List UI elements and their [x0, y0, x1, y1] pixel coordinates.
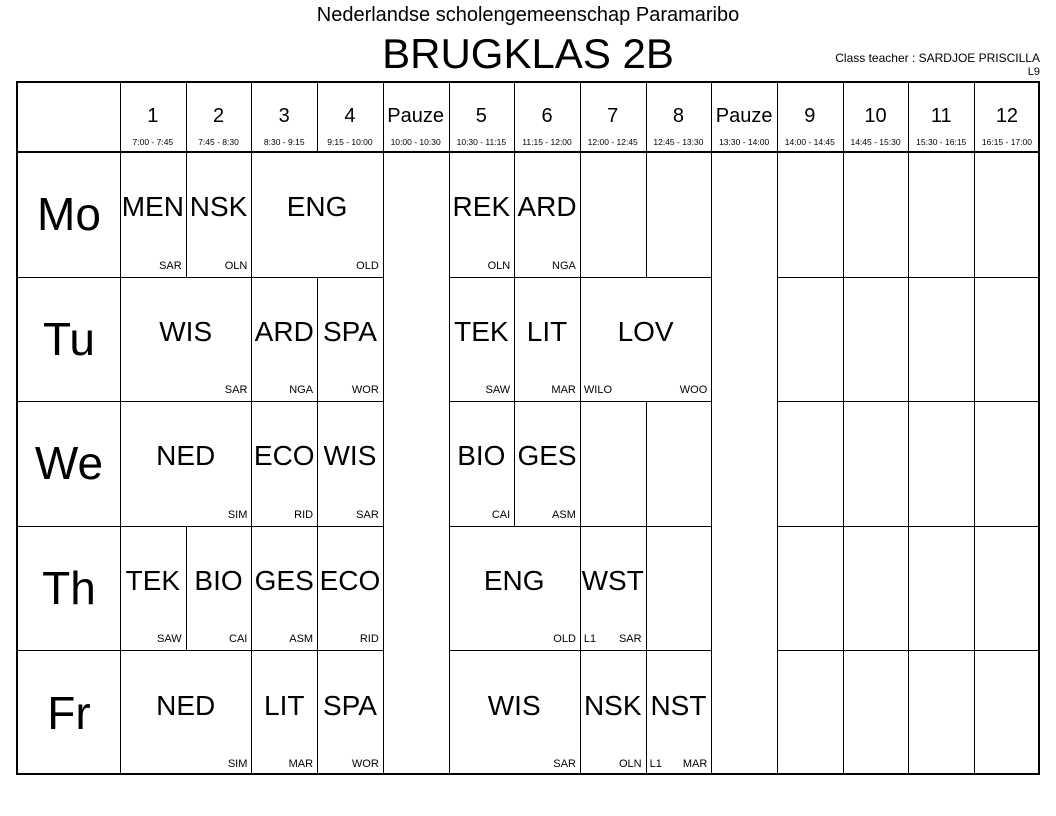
lesson-cell[interactable] — [580, 526, 646, 651]
lesson-teacher: RID — [359, 633, 379, 646]
grid-line — [646, 526, 647, 651]
lesson-cell[interactable] — [317, 526, 383, 651]
grid-line — [251, 650, 252, 775]
grid-line — [317, 277, 318, 402]
lesson-subject — [251, 152, 382, 263]
grid-line — [777, 277, 778, 402]
period-time: 11:15 - 12:00 — [522, 137, 572, 147]
day-label: Mo — [37, 188, 101, 241]
lesson-cell[interactable] — [251, 277, 317, 402]
lesson-cell[interactable] — [186, 526, 252, 651]
subject-line: K — [491, 191, 511, 223]
subject-line: BIO — [194, 565, 243, 597]
grid-line — [908, 152, 909, 277]
lesson-room: WILO — [583, 384, 613, 397]
lesson-room: L1 — [583, 633, 597, 646]
period-time: 12:45 - 13:30 — [653, 137, 704, 147]
subject-line: WIS — [159, 315, 213, 347]
subject-line: GE — [254, 565, 296, 597]
lesson-cell[interactable] — [580, 277, 711, 402]
period-number: 2 — [212, 105, 225, 127]
subject-line: RE — [452, 191, 492, 223]
grid-line — [383, 650, 384, 775]
subject-line: LIT — [526, 315, 568, 347]
lesson-subject — [514, 401, 580, 512]
lesson-subject — [120, 526, 186, 637]
grid-line — [777, 650, 1038, 651]
grid-line — [18, 277, 383, 278]
lesson-cell[interactable] — [251, 401, 317, 526]
subject-line: S — [557, 440, 577, 472]
subject-line: SPA — [322, 689, 377, 721]
period-number: 3 — [278, 105, 290, 127]
grid-line — [711, 83, 712, 152]
grid-line — [646, 83, 647, 152]
period-time: 12:00 - 12:45 — [587, 137, 638, 147]
period-header — [251, 83, 317, 152]
grid-line — [777, 526, 1038, 527]
subject-line: ME — [121, 191, 164, 223]
grid-line — [449, 277, 450, 402]
subject-line: D — [293, 315, 314, 347]
lesson-cell[interactable] — [514, 277, 580, 402]
lesson-teacher: SAW — [157, 633, 182, 646]
grid-line — [580, 83, 581, 152]
lesson-teacher: SAR — [553, 757, 576, 770]
grid-line — [908, 526, 909, 651]
lesson-teacher: SAW — [485, 384, 511, 397]
grid-line — [843, 277, 844, 402]
subject-line: K — [622, 689, 642, 721]
lesson-cell[interactable] — [251, 526, 317, 651]
grid-line — [449, 650, 450, 775]
lesson-cell[interactable] — [251, 650, 317, 775]
grid-line — [777, 83, 778, 152]
lesson-teacher: OLD — [356, 259, 379, 272]
lesson-subject — [120, 277, 251, 388]
grid-line — [908, 650, 909, 775]
grid-line — [843, 401, 844, 526]
lesson-teacher: MAR — [288, 757, 314, 770]
grid-line — [186, 526, 187, 651]
subject-line: AR — [254, 315, 294, 347]
grid-line — [449, 650, 712, 651]
grid-line — [449, 526, 712, 527]
school-name: Nederlandse scholengemeenschap Paramaribo — [316, 4, 740, 26]
grid-line — [514, 277, 515, 402]
grid-line — [18, 151, 1038, 153]
lesson-cell[interactable] — [449, 277, 515, 402]
lesson-teacher: OLN — [487, 259, 511, 272]
lesson-teacher: MAR — [682, 757, 708, 770]
period-header — [646, 83, 712, 152]
period-time: 10:00 - 10:30 — [390, 137, 441, 147]
period-number: Pauze — [715, 105, 773, 127]
grid-line — [974, 277, 975, 402]
lesson-teacher: NGA — [552, 259, 576, 272]
lesson-cell[interactable] — [580, 650, 646, 775]
grid-line — [580, 650, 581, 775]
lesson-cell[interactable] — [120, 650, 251, 775]
grid-line — [843, 152, 844, 277]
lesson-subject — [317, 401, 383, 512]
subject-line: WIS — [323, 440, 377, 472]
period-number: Pauze — [387, 105, 444, 127]
subject-line: K — [228, 191, 248, 223]
subject-line: AR — [517, 191, 557, 223]
subject-line: ENG — [286, 191, 348, 223]
lesson-teacher: WOR — [351, 384, 379, 397]
period-number: 9 — [804, 105, 816, 127]
lesson-subject — [449, 401, 515, 512]
grid-line — [711, 650, 712, 775]
grid-line — [908, 83, 909, 152]
grid-line — [449, 401, 450, 526]
subject-line: SPA — [322, 315, 377, 347]
day-label: Fr — [47, 686, 91, 739]
lesson-subject — [449, 650, 580, 761]
grid-line — [18, 650, 383, 651]
subject-line: EC — [319, 565, 359, 597]
period-number: 12 — [995, 105, 1019, 127]
grid-line — [383, 401, 384, 526]
lesson-teacher: WOR — [351, 757, 379, 770]
lesson-cell[interactable] — [449, 401, 515, 526]
grid-line — [251, 277, 252, 402]
grid-line — [18, 401, 383, 402]
lesson-cell[interactable] — [317, 277, 383, 402]
period-time: 7:00 - 7:45 — [132, 137, 174, 147]
grid-line — [974, 401, 975, 526]
period-header — [317, 83, 383, 152]
grid-line — [777, 526, 778, 651]
grid-line — [646, 152, 647, 277]
lesson-subject — [120, 401, 251, 512]
grid-line — [317, 526, 318, 651]
subject-line: O — [292, 440, 315, 472]
grid-line — [186, 83, 187, 152]
period-number: 4 — [344, 105, 356, 127]
lesson-teacher: OLD — [553, 633, 576, 646]
period-number: 1 — [147, 105, 159, 127]
grid-line — [514, 83, 515, 152]
day-label: Tu — [43, 312, 95, 365]
grid-line — [449, 152, 450, 277]
grid-line — [383, 526, 384, 651]
lesson-subject — [120, 650, 251, 761]
subject-line: NED — [156, 440, 216, 472]
grid-line — [777, 650, 778, 775]
period-header — [449, 83, 515, 152]
class-room: L9 — [1027, 66, 1040, 78]
subject-line: T — [626, 565, 644, 597]
grid-line — [646, 401, 647, 526]
grid-line — [974, 83, 975, 152]
grid-line — [908, 277, 909, 402]
lesson-teacher: SAR — [224, 384, 248, 397]
day-label: Th — [42, 562, 96, 615]
period-header — [974, 83, 1040, 152]
lesson-subject — [580, 277, 711, 388]
subject-line: TEK — [454, 315, 509, 347]
lesson-subject — [120, 152, 186, 263]
class-title: BRUGKLAS 2B — [382, 30, 674, 77]
period-header — [186, 83, 252, 152]
subject-line: S — [295, 565, 314, 597]
lesson-room: L1 — [649, 757, 662, 770]
subject-line: WIS — [487, 689, 541, 721]
period-time: 14:45 - 15:30 — [850, 137, 901, 147]
lesson-teacher: SAR — [159, 259, 182, 272]
grid-line — [711, 401, 712, 526]
lesson-teacher: RID — [294, 508, 314, 521]
lesson-subject — [251, 526, 317, 637]
lesson-teacher: WOO — [679, 384, 708, 397]
grid-line — [449, 526, 450, 651]
grid-line — [317, 650, 318, 775]
lesson-teacher: NGA — [289, 384, 314, 397]
grid-line — [383, 83, 384, 152]
grid-line — [18, 526, 383, 527]
period-time: 16:15 - 17:00 — [981, 137, 1032, 147]
subject-line: NS — [189, 191, 229, 223]
grid-line — [908, 401, 909, 526]
period-time: 10:30 - 11:15 — [456, 137, 507, 147]
period-header — [580, 83, 646, 152]
grid-line — [580, 277, 581, 402]
grid-line — [711, 277, 712, 402]
lesson-subject — [514, 152, 580, 263]
grid-line — [711, 152, 712, 277]
period-number: 10 — [864, 105, 887, 127]
grid-line — [777, 401, 1038, 402]
grid-line — [580, 401, 581, 526]
grid-line — [843, 526, 844, 651]
day-label: We — [34, 437, 104, 490]
lesson-cell[interactable] — [251, 152, 382, 277]
class-teacher: Class teacher : SARDJOE PRISCILLA — [835, 51, 1040, 65]
grid-line — [251, 526, 252, 651]
grid-line — [251, 401, 252, 526]
lesson-cell[interactable] — [317, 401, 383, 526]
grid-line — [317, 401, 318, 526]
lesson-subject — [251, 277, 317, 388]
lesson-subject — [449, 277, 515, 388]
grid-line — [777, 152, 778, 277]
period-time: 7:45 - 8:30 — [198, 137, 239, 147]
subject-line: D — [556, 191, 577, 223]
lesson-subject — [317, 650, 383, 761]
lesson-teacher: SAR — [356, 508, 379, 521]
lesson-teacher: ASM — [289, 633, 314, 646]
lesson-subject — [317, 277, 383, 388]
lesson-teacher: ASM — [552, 508, 576, 521]
subject-line: LOV — [617, 315, 674, 347]
lesson-cell[interactable] — [186, 152, 252, 277]
subject-line: ENG — [483, 565, 545, 597]
lesson-subject — [251, 401, 317, 512]
grid-line — [646, 650, 647, 775]
lesson-cell[interactable] — [120, 152, 186, 277]
lesson-subject — [580, 526, 646, 637]
lesson-cell[interactable] — [646, 650, 712, 775]
period-time: 13:30 - 14:00 — [719, 137, 770, 147]
lesson-subject — [449, 526, 580, 637]
subject-line: N — [163, 191, 184, 223]
lesson-teacher: MAR — [551, 384, 576, 397]
grid-line — [777, 401, 778, 526]
lesson-subject — [186, 526, 252, 637]
grid-line — [514, 401, 515, 526]
grid-line — [974, 650, 975, 775]
subject-line: NST — [650, 689, 707, 721]
grid-line — [251, 83, 252, 152]
lesson-cell[interactable] — [317, 650, 383, 775]
lesson-cell[interactable] — [449, 152, 515, 277]
grid-line — [711, 526, 712, 651]
lesson-cell[interactable] — [120, 277, 251, 402]
period-number: 7 — [607, 105, 619, 127]
grid-line — [120, 83, 121, 773]
lesson-teacher: CAI — [229, 633, 248, 646]
period-number: 11 — [930, 105, 952, 127]
period-time: 8:30 - 9:15 — [263, 137, 305, 147]
period-time: 14:00 - 14:45 — [784, 137, 835, 147]
lesson-cell[interactable] — [449, 526, 580, 651]
subject-line: O — [358, 565, 381, 597]
period-header — [383, 83, 449, 152]
subject-line: BIO — [457, 440, 506, 472]
subject-line: WS — [581, 565, 627, 597]
grid-line — [383, 152, 384, 277]
grid-line — [251, 152, 252, 277]
timetable-grid — [16, 81, 1040, 775]
lesson-subject — [186, 152, 252, 263]
period-header — [777, 83, 843, 152]
lesson-teacher: OLN — [224, 259, 248, 272]
lesson-subject — [449, 152, 515, 263]
period-header — [514, 83, 580, 152]
grid-line — [974, 526, 975, 651]
period-header — [711, 83, 777, 152]
lesson-cell[interactable] — [120, 526, 186, 651]
lesson-teacher: CAI — [491, 508, 511, 521]
lesson-cell[interactable] — [120, 401, 251, 526]
lesson-subject — [251, 650, 317, 761]
lesson-teacher: SIM — [227, 757, 248, 770]
period-time: 15:30 - 16:15 — [916, 137, 967, 147]
subject-line: GE — [517, 440, 558, 472]
lesson-cell[interactable] — [449, 650, 580, 775]
period-header — [120, 83, 186, 152]
subject-line: NS — [583, 689, 623, 721]
subject-line: TEK — [125, 565, 181, 597]
lesson-cell[interactable] — [514, 401, 580, 526]
grid-line — [449, 401, 712, 402]
lesson-teacher: OLN — [618, 757, 642, 770]
period-number: 8 — [672, 105, 684, 127]
lesson-teacher: SIM — [227, 508, 248, 521]
grid-line — [777, 277, 1038, 278]
period-time: 9:15 - 10:00 — [327, 137, 373, 147]
subject-line: EC — [253, 440, 293, 472]
grid-line — [186, 152, 187, 277]
grid-line — [843, 83, 844, 152]
subject-line: NED — [156, 689, 216, 721]
grid-line — [449, 277, 712, 278]
grid-line — [974, 152, 975, 277]
grid-line — [580, 152, 581, 277]
period-number: 5 — [475, 105, 487, 127]
grid-line — [580, 526, 581, 651]
lesson-subject — [646, 650, 712, 761]
grid-line — [514, 152, 515, 277]
grid-line — [317, 83, 318, 152]
subject-line: LIT — [264, 689, 305, 721]
grid-line — [449, 83, 450, 152]
grid-line — [383, 277, 384, 402]
lesson-teacher: SAR — [618, 633, 642, 646]
lesson-subject — [317, 526, 383, 637]
lesson-cell[interactable] — [514, 152, 580, 277]
period-header — [908, 83, 974, 152]
period-header — [843, 83, 909, 152]
grid-line — [843, 650, 844, 775]
lesson-subject — [514, 277, 580, 388]
lesson-subject — [580, 650, 646, 761]
period-number: 6 — [541, 105, 553, 127]
